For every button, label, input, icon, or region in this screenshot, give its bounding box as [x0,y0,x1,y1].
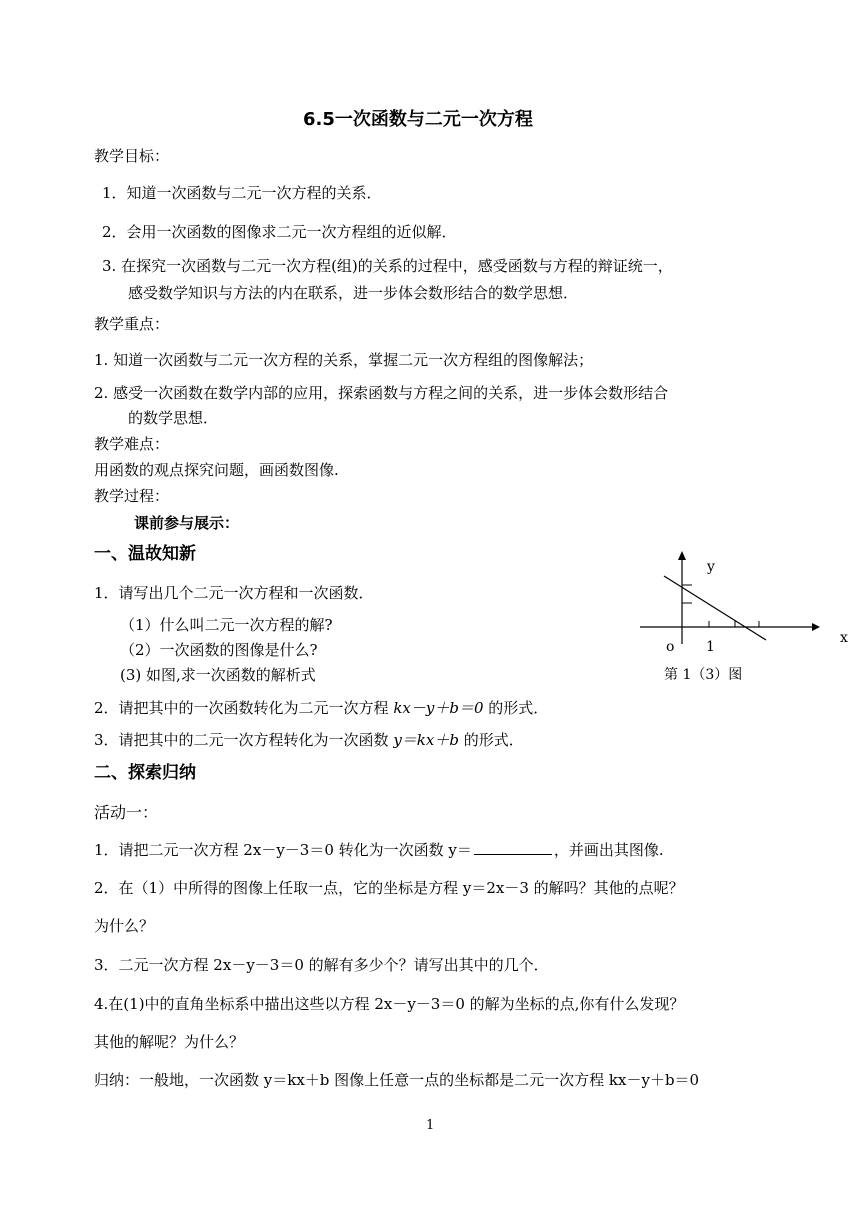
objectives-heading: 教学目标： [94,147,170,165]
difficulty-heading: 教学难点： [94,435,170,453]
question-1a: （1）什么叫二元一次方程的解? [120,616,333,634]
coordinate-figure [640,548,855,660]
difficulty-text: 用函数的观点探究问题，画函数图像. [94,461,339,479]
activity-item-3: 3．二元一次方程 2x－y－3＝0 的解有多少个？请写出其中的几个． [94,956,549,974]
activity-item-2: 2．在（1）中所得的图像上任取一点，它的坐标是方程 y＝2x－3 的解吗？其他的点呢？ [94,879,684,897]
y-axis-label: y [707,559,715,575]
objective-item: 3. 在探究一次函数与二元一次方程(组)的关系的过程中，感受函数与方程的辩证统一， [102,257,673,275]
process-subheading: 课前参与展示： [134,514,240,532]
process-heading: 教学过程： [94,487,170,505]
key-point-item: 的数学思想． [128,409,219,427]
activity-item-1 [94,840,664,860]
unit-label: 1 [706,639,715,655]
objective-item: 感受数学知识与方法的内在联系，进一步体会数形结合的数学思想． [128,284,579,302]
key-points-heading: 教学重点： [94,315,170,333]
figure-caption: 第 1（3）图 [664,667,743,683]
question-3-tail: 的形式． [458,731,524,749]
page-title: 6.5一次函数与二元一次方程 [303,109,533,130]
question-2-equation: kx－y＋b＝0 [393,699,484,717]
question-1: 1．请写出几个二元一次方程和一次函数． [94,584,374,602]
activity-heading: 活动一： [94,803,159,822]
question-3 [94,730,524,750]
question-1b: （2）一次函数的图像是什么? [120,641,318,659]
objective-item: 2．会用一次函数的图像求二元一次方程组的近似解． [102,223,457,241]
key-point-item: 2. 感受一次函数在数学内部的应用，探索函数与方程之间的关系，进一步体会数形结合 [94,384,669,402]
page-number: 1 [426,1118,435,1133]
x-axis-label: x [840,630,848,646]
question-2-tail: 的形式． [483,699,549,717]
key-point-item: 1. 知道一次函数与二元一次方程的关系，掌握二元一次方程组的图像解法； [94,351,594,369]
activity-item-1-tail: ，并画出其图像. [553,841,664,859]
summary-text: 归纳：一般地，一次函数 y＝kx＋b 图像上任意一点的坐标都是二元一次方程 kx－y＋b＝0 [94,1071,700,1089]
question-1c: (3) 如图,求一次函数的解析式 [120,666,316,684]
objective-item: 1．知道一次函数与二元一次方程的关系． [102,184,382,202]
section2-heading: 二、探索归纳 [94,763,196,783]
question-3-text: 3．请把其中的二元一次方程转化为一次函数 [94,731,394,749]
question-2-text: 2．请把其中的一次函数转化为二元一次方程 [94,699,394,717]
origin-label: o [666,639,675,655]
question-2 [94,698,548,718]
activity-item-2b: 为什么？ [94,917,155,935]
activity-item-4: 4.在(1)中的直角坐标系中描出这些以方程 2x－y－3＝0 的解为坐标的点,你有什么发现？ [94,995,685,1013]
activity-item-1-text: 1．请把二元一次方程 2x－y－3＝0 转化为一次函数 y＝ [94,841,472,859]
answer-blank[interactable] [474,840,552,855]
activity-item-4b: 其他的解呢？为什么？ [94,1033,245,1051]
question-3-equation: y＝kx＋b [393,731,459,749]
section1-heading: 一、温故知新 [94,544,196,564]
